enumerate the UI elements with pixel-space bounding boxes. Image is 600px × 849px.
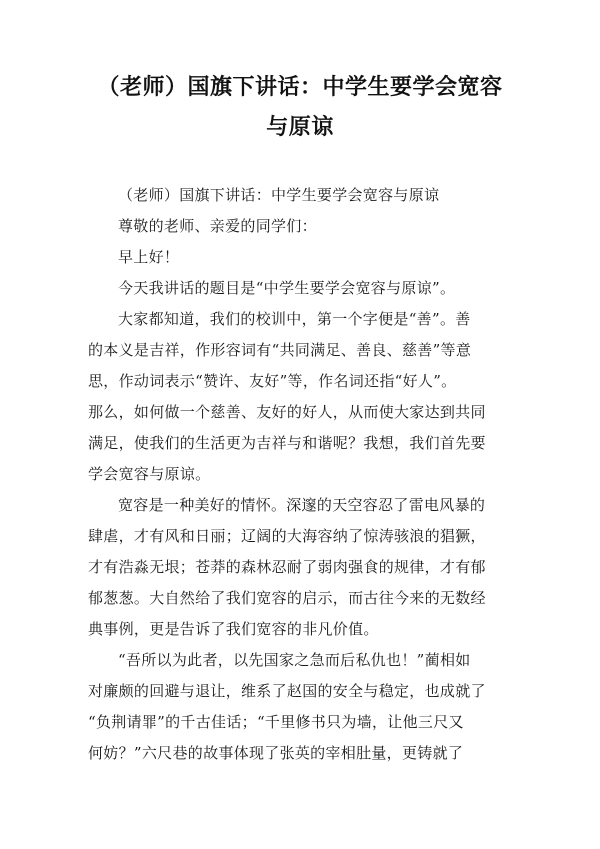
paragraph-tolerance (88, 490, 520, 645)
text-line: 典事例，更是告诉了我们宽容的非凡价值。 (88, 620, 379, 638)
document-title (60, 68, 540, 148)
text-line: 宽容是一种美好的情怀。深邃的天空容忍了雷电风暴的 (118, 496, 486, 514)
text-line: 郁葱葱。大自然给了我们宽容的启示，而古往今来的无数经 (88, 589, 486, 607)
text-line: 早上好！ (118, 248, 180, 266)
text-line: 对廉颇的回避与退让，维系了赵国的安全与稳定，也成就了 (88, 682, 486, 700)
paragraph-topic (88, 273, 520, 304)
text-line: 何妨？”六尺巷的故事体现了张英的宰相肚量，更铸就了 (88, 744, 464, 762)
text-line: “吾所以为此者，以先国家之急而后私仇也！”蔺相如 (118, 651, 471, 669)
title-line-2: 与原谅 (266, 115, 334, 140)
text-line: 那么，如何做一个慈善、友好的好人，从而使大家达到共同 (88, 403, 486, 421)
paragraph-history (88, 645, 520, 769)
text-line: 学会宽容与原谅。 (88, 465, 211, 483)
title-line-1: （老师）国旗下讲话：中学生要学会宽容 (97, 75, 503, 100)
text-line: （老师）国旗下讲话：中学生要学会宽容与原谅 (118, 186, 440, 204)
paragraph-school-motto (88, 304, 520, 490)
text-line: 满足，使我们的生活更为吉祥与和谐呢？我想，我们首先要 (88, 434, 486, 452)
text-line: 的本义是吉祥，作形容词有“共同满足、善良、慈善”等意 (88, 341, 472, 359)
text-line: 今天我讲话的题目是“中学生要学会宽容与原谅”。 (118, 279, 456, 297)
text-line: 才有浩淼无垠；苍莽的森林忍耐了弱肉强食的规律，才有郁 (88, 558, 486, 576)
text-line: “负荆请罪”的千古佳话；“千里修书只为墙，让他三尺又 (88, 713, 464, 731)
paragraph-greeting (88, 211, 520, 242)
document-body (88, 180, 520, 769)
paragraph-morning (88, 242, 520, 273)
text-line: 大家都知道，我们的校训中，第一个字便是“善”。善 (118, 310, 471, 328)
text-line: 尊敬的老师、亲爱的同学们： (118, 217, 317, 235)
paragraph-subtitle (88, 180, 520, 211)
text-line: 肆虐，才有风和日丽；辽阔的大海容纳了惊涛骇浪的猖獗， (88, 527, 486, 545)
text-line: 思，作动词表示“赞许、友好”等，作名词还指“好人”。 (88, 372, 457, 390)
